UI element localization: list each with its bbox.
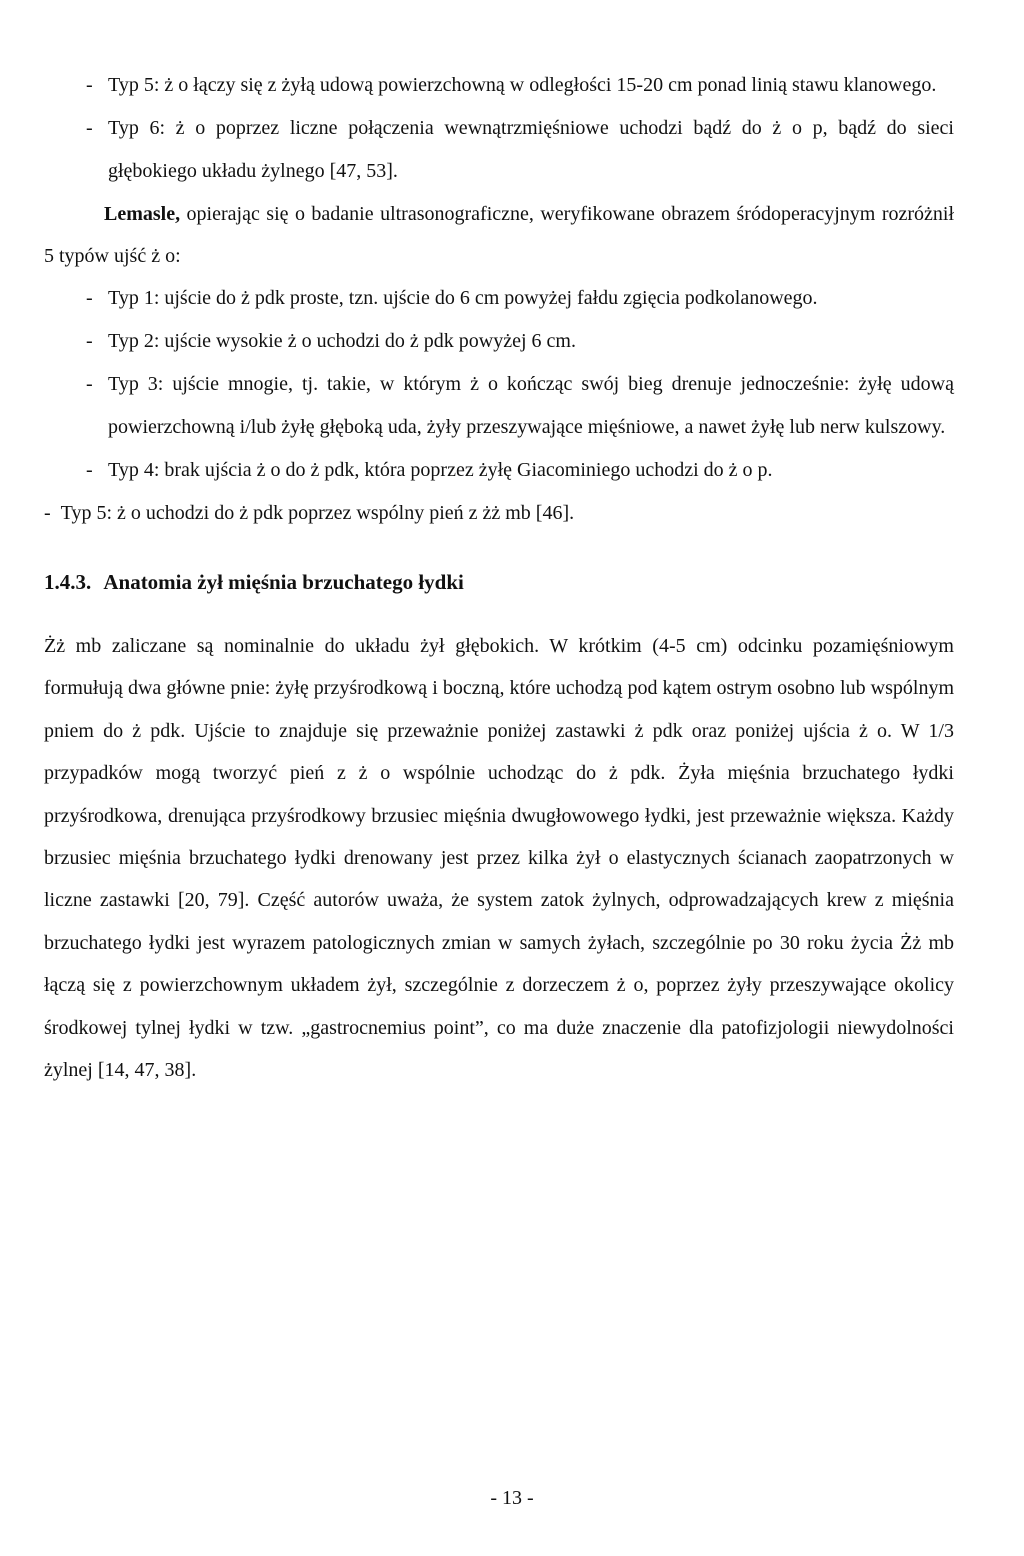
body-paragraph: Żż mb zaliczane są nominalnie do układu żył głębokich. W krótkim (4-5 cm) odcinku pozamięśniowym formułują dwa główne pnie: żyłę przyśrodkową i boczną, które uchodzą pod kątem ostrym osobno lub wspólnym pniem do ż pdk. Ujście to znajduje się przeważnie poniżej zastawki ż pdk oraz poniżej ujścia ż o. W 1/3 przypadków mogą tworzyć pień z ż o wspólnie uchodząc do ż pdk. Żyła mięśnia brzuchatego łydki przyśrodkowa, drenująca przyśrodkowy brzusiec mięśnia dwugłowowego łydki, jest przeważnie większa. Każdy brzusiec mięśnia brzuchatego łydki drenowany jest przez kilka żył o elastycznych ścianach zaopatrzonych w liczne zastawki [20, 79]. Część autorów uważa, że system zatok żylnych, odprowadzających krew z mięśnia brzuchatego łydki jest wyrazem patologicznych zmian w samych żyłach, szczególnie po 30 roku życia Żż mb łączą się z powierzchownym układem żył, szczególnie z dorzeczem ż o, poprzez żyły przeszywające okolicy środkowej tylnej łydki w tzw. „gastrocnemius point”, co ma duże znaczenie dla patofizjologii niewydolności żylnej [14, 47, 38]. [44, 635, 954, 1082]
list-dash: - [86, 117, 93, 139]
intro-paragraph [44, 193, 954, 277]
page-content [44, 64, 954, 1091]
list-item-text: Typ 5: ż o uchodzi do ż pdk poprzez wspólny pień z żż mb [46]. [60, 502, 575, 524]
list-dash: - [86, 330, 93, 352]
list-item-text: Typ 5: ż o łączy się z żyłą udową powierzchowną w odległości 15-20 cm ponad linią stawu klanowego. [108, 74, 937, 96]
list-item [44, 277, 954, 320]
section-heading [44, 561, 954, 603]
list-item [44, 107, 954, 193]
list-item [44, 363, 954, 449]
section-title: Anatomia żył mięśnia brzuchatego łydki [103, 570, 464, 594]
author-name: Lemasle, [104, 203, 181, 225]
list-dash: - [86, 373, 93, 395]
list-dash: - [86, 74, 93, 96]
list-item [44, 492, 954, 535]
list-item [44, 320, 954, 363]
list-dash: - [86, 287, 93, 309]
list-item [44, 64, 954, 107]
list-item-text: Typ 1: ujście do ż pdk proste, tzn. ujście do 6 cm powyżej fałdu zgięcia podkolanowego. [108, 287, 818, 309]
intro-text: opierając się o badanie ultrasonograficzne, weryfikowane obrazem śródoperacyjnym rozróżnił 5 typów ujść ż o: [44, 203, 954, 267]
list-item-text: Typ 6: ż o poprzez liczne połączenia wewnątrzmięśniowe uchodzi bądź do ż o p, bądź do sieci głębokiego układu żylnego [47, 53]. [108, 117, 954, 182]
list-dash: - [86, 459, 93, 481]
list-dash: - [44, 502, 51, 524]
list-item [44, 449, 954, 492]
section-number: 1.4.3. [44, 570, 92, 594]
list-item-text: Typ 3: ujście mnogie, tj. takie, w którym ż o kończąc swój bieg drenuje jednocześnie: żyłę udową powierzchowną i/lub żyłę głęboką uda, żyły przeszywające mięśniowe, a nawet żyłę lub nerw kulszowy. [108, 373, 954, 438]
page-number: - 13 - [490, 1487, 534, 1509]
list-item-text: Typ 2: ujście wysokie ż o uchodzi do ż pdk powyżej 6 cm. [108, 330, 576, 352]
list-item-text: Typ 4: brak ujścia ż o do ż pdk, która poprzez żyłę Giacominiego uchodzi do ż o p. [108, 459, 773, 481]
